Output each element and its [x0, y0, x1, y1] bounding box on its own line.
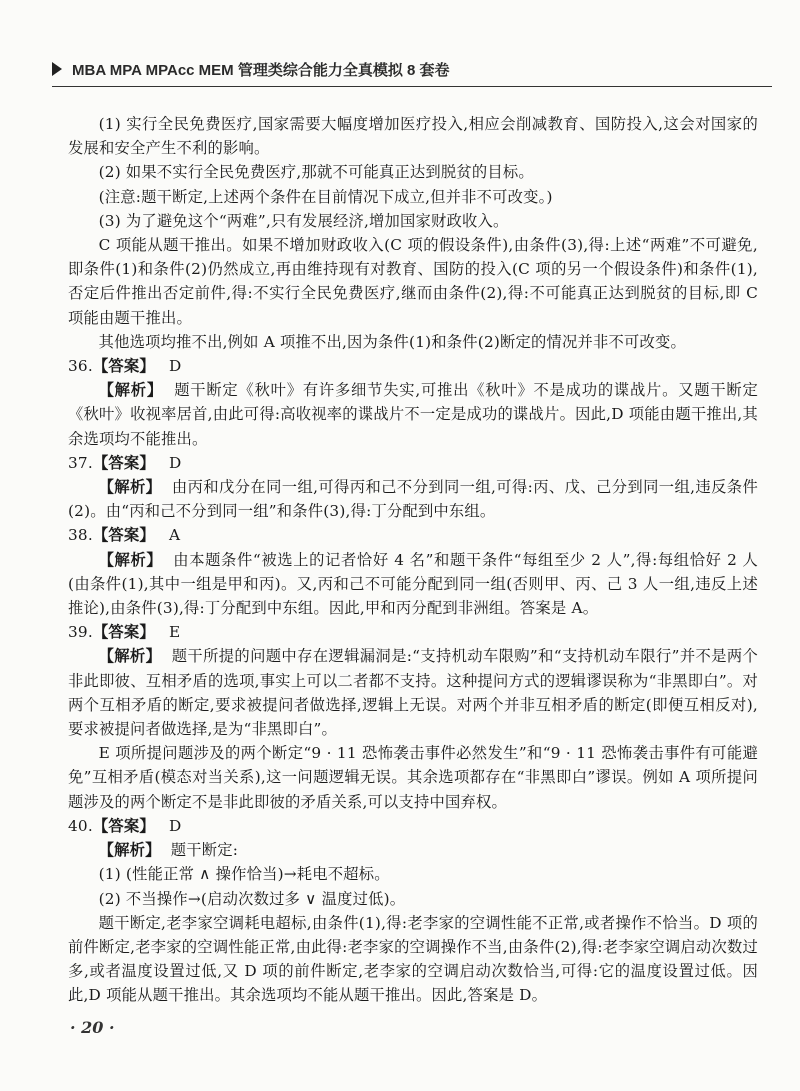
analysis-text: 题干断定《秋叶》有许多细节失实,可推出《秋叶》不是成功的谍战片。又题干断定《秋叶》收视率居首,由此可得:高收视率的谍战片不一定是成功的谍战片。因此,D 项能由题干推出,其余选项均不能推出。	[68, 381, 759, 448]
answer-38	[68, 523, 758, 547]
analysis-text: 由本题条件“被选上的记者恰好 4 名”和题干条件“每组至少 2 人”,得:每组恰好 2 人(由条件(1),其中一组是甲和丙)。又,丙和己不可能分配到同一组(否则甲、丙、己 3 人一组,违反上述推论),由条件(3),得:丁分配到中东组。因此,甲和丙分配到非洲组。答案是 A。	[68, 550, 758, 618]
answer-label: 【答案】	[92, 357, 155, 376]
answer-label: 【答案】	[92, 816, 155, 835]
question-number: 40.	[68, 816, 93, 835]
paragraph-other-options: 其他选项均推不出,例如 A 项推不出,因为条件(1)和条件(2)断定的情况并非不可改变。	[98, 332, 687, 351]
paragraph-condition-3: (3) 为了避免这个“两难”,只有发展经济,增加国家财政收入。	[98, 211, 509, 230]
answer-value: D	[168, 816, 182, 835]
analysis-label: 【解析】	[98, 478, 162, 497]
triangle-marker-icon	[52, 62, 62, 76]
analysis-40	[68, 838, 758, 862]
analysis-text: 题干断定:	[170, 841, 239, 860]
analysis-38	[68, 548, 758, 621]
paragraph-option-c: C 项能从题干推出。如果不增加财政收入(C 项的假设条件),由条件(3),得:上述“两难”不可避免,即条件(1)和条件(2)仍然成立,再由维持现有对教育、国防的投入(C 项的另一个假设条件)和条件(1),否定后件推出否定前件,得:不实行全民免费医疗,继而由条件(2),得:不可能真正达到脱贫的目标,即 C 项能由题干推出。	[68, 236, 758, 327]
question-number: 39.	[68, 623, 93, 642]
analysis-37	[68, 475, 758, 523]
running-header	[52, 56, 752, 82]
header-title: MBA MPA MPAcc MEM 管理类综合能力全真模拟 8 套卷	[72, 61, 450, 79]
page-number: · 20 ·	[70, 1018, 115, 1037]
question-number: 37.	[68, 453, 93, 472]
answer-label: 【答案】	[92, 453, 155, 472]
header-rule	[52, 86, 772, 87]
answer-value: D	[168, 357, 182, 376]
answer-label: 【答案】	[92, 623, 155, 642]
analysis-40-extra: 题干断定,老李家空调耗电超标,由条件(1),得:老李家的空调性能不正常,或者操作不恰当。D 项的前件断定,老李家的空调性能正常,由此得:老李家的空调操作不当,由条件(2),得:老李家空调启动次数过多,或者温度设置过低,又 D 项的前件断定,老李家的空调启动次数恰当,可得:它的温度设置过低。因此,D 项能从题干推出。其余选项均不能从题干推出。因此,答案是 D。	[68, 913, 758, 1005]
page-body	[68, 112, 758, 1008]
answer-36	[68, 354, 758, 378]
analysis-39	[68, 644, 758, 741]
analysis-label: 【解析】	[98, 841, 161, 860]
paragraph-note: (注意:题干断定,上述两个条件在目前情况下成立,但并非不可改变。)	[98, 187, 553, 206]
answer-40	[68, 814, 758, 838]
analysis-label: 【解析】	[98, 647, 162, 666]
paragraph-condition-1: (1) 实行全民免费医疗,国家需要大幅度增加医疗投入,相应会削减教育、国防投入,这会对国家的发展和安全产生不利的影响。	[68, 115, 758, 158]
analysis-40-condition-2: (2) 不当操作→(启动次数过多 ∨ 温度过低)。	[98, 889, 406, 908]
analysis-36	[68, 378, 758, 451]
analysis-text: 由丙和戊分在同一组,可得丙和己不分到同一组,可得:丙、戊、己分到同一组,违反条件(2)。由“丙和己不分到同一组”和条件(3),得:丁分配到中东组。	[68, 478, 759, 521]
paragraph-condition-2: (2) 如果不实行全民免费医疗,那就不可能真正达到脱贫的目标。	[98, 163, 534, 182]
analysis-39-extra: E 项所提问题涉及的两个断定“9 · 11 恐怖袭击事件必然发生”和“9 · 11 恐怖袭击事件有可能避免”互相矛盾(模态对当关系),这一问题逻辑无误。其余选项都存在“非黑即白”谬误。例如 A 项所提问题涉及的两个断定不是非此即彼的矛盾关系,可以支持中国弃权。	[68, 744, 758, 811]
answer-value: A	[168, 526, 181, 545]
question-number: 36.	[68, 357, 93, 376]
analysis-label: 【解析】	[98, 550, 163, 569]
answer-value: E	[168, 623, 181, 642]
analysis-label: 【解析】	[98, 381, 163, 400]
answer-value: D	[168, 453, 182, 472]
answer-label: 【答案】	[92, 526, 155, 545]
analysis-text: 题干所提的问题中存在逻辑漏洞是:“支持机动车限购”和“支持机动车限行”并不是两个非此即彼、互相矛盾的选项,事实上可以二者都不支持。这种提问方式的逻辑谬误称为“非黑即白”。对两个互相矛盾的断定,要求被提问者做选择,逻辑上无误。对两个并非互相矛盾的断定(即便互相反对),要求被提问者做选择,是为“非黑即白”。	[68, 647, 758, 739]
answer-37	[68, 451, 758, 475]
answer-39	[68, 620, 758, 644]
analysis-40-condition-1: (1) (性能正常 ∧ 操作恰当)→耗电不超标。	[98, 865, 390, 884]
question-number: 38.	[68, 526, 93, 545]
